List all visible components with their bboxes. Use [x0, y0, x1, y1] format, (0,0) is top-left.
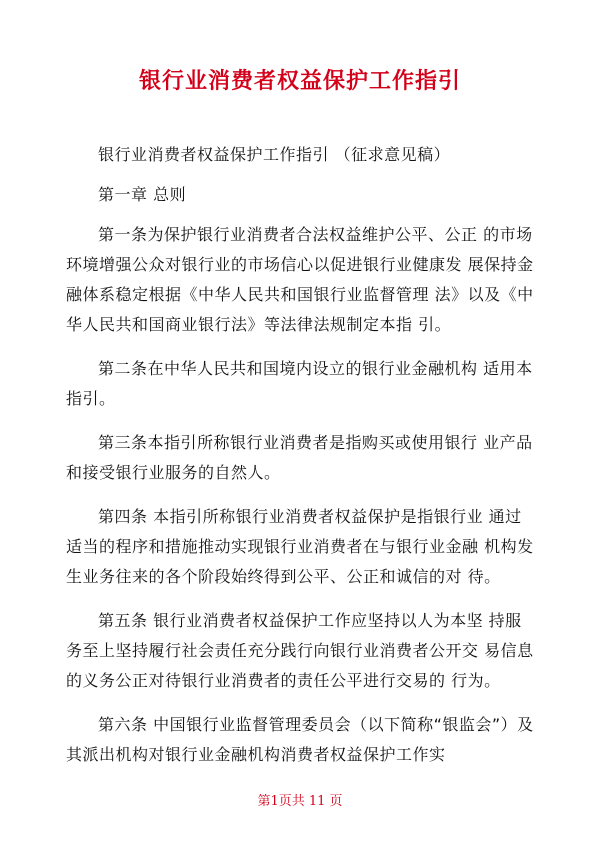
article-4: 第四条 本指引所称银行业消费者权益保护是指银行业 通过适当的程序和措施推动实现银行业消费者在与银行业金融 机构发生业务往来的各个阶段始终得到公平、公正和诚信的对 待。 [66, 507, 534, 586]
document-body [66, 140, 536, 784]
article-3: 第三条本指引所称银行业消费者是指购买或使用银行 业产品和接受银行业服务的自然人。 [66, 433, 533, 482]
article-6: 第六条 中国银行业监督管理委员会（以下简称“银监会”）及其派出机构对银行业金融机构消费者权益保护工作实 [66, 715, 534, 764]
document-title: 银行业消费者权益保护工作指引 [138, 69, 461, 94]
page-number-footer: 第1页共 11 页 [257, 794, 343, 809]
chapter-heading: 第一章 总则 [98, 185, 187, 204]
article-2: 第二条在中华人民共和国境内设立的银行业金融机构 适用本指引。 [66, 359, 533, 408]
subtitle-paragraph: 银行业消费者权益保护工作指引 （征求意见稿） [98, 145, 451, 164]
article-5: 第五条 银行业消费者权益保护工作应坚持以人为本坚 持服务至上坚持履行社会责任充分践行向银行业消费者公开交 易信息的义务公正对待银行业消费者的责任公平进行交易的 行为。 [66, 611, 534, 690]
article-1: 第一条为保护银行业消费者合法权益维护公平、公正 的市场环境增强公众对银行业的市场信心以促进银行业健康发 展保持金融体系稳定根据《中华人民共和国银行业监督管理 法》以及《中华人民共和国商业银行法》等法律法规制定本指 引。 [66, 225, 534, 334]
